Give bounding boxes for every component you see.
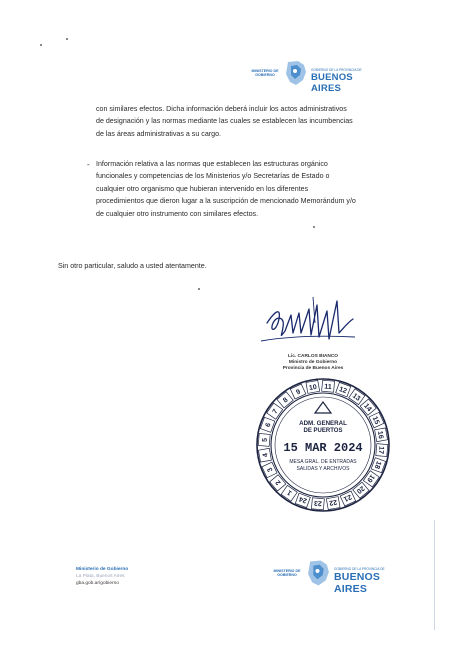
- stamp-hour: [311, 498, 324, 510]
- stamp-hour: [375, 428, 388, 442]
- scan-speck: [313, 226, 315, 228]
- header-ministry-line1: MINISTERIO DE: [251, 69, 279, 73]
- list-bullet: -: [87, 160, 90, 169]
- stamp-date: 15 MAR 2024: [283, 441, 363, 455]
- stamp-hour-label: 14: [362, 402, 373, 414]
- stamp-hour: [353, 482, 369, 498]
- scan-speck: [198, 288, 200, 290]
- closing-text: Sin otro particular, saludo a usted atentamente.: [58, 262, 207, 270]
- stamp-hour-label: 7: [271, 408, 280, 416]
- footer-gob-label: GOBIERNO DE LA PROVINCIA DE: [334, 567, 385, 571]
- stamp-hour: [326, 497, 340, 510]
- stamp-hour-label: 2: [274, 478, 283, 486]
- footer-ministry: Ministerio de Gobierno: [76, 567, 129, 572]
- stamp-hour-label: 15: [370, 415, 381, 426]
- scan-speck: [40, 44, 42, 46]
- footer-brand: BUENOS AIRES: [334, 571, 381, 595]
- triangle-icon: [315, 402, 331, 413]
- stamp-hour: [258, 448, 271, 462]
- footer-address: La Plata, Buenos Aires: [76, 574, 125, 579]
- signatory-province: Provincia de Buenos Aires: [282, 365, 344, 371]
- footer-ministry-line1: MINISTERIO DE: [273, 569, 301, 573]
- stamp-hour-label: 6: [264, 422, 273, 429]
- scan-edge-line: [434, 520, 435, 630]
- stamp-hour-label: 22: [328, 497, 338, 507]
- stamp-hour-label: 18: [372, 459, 382, 470]
- stamp-hour: [376, 444, 388, 457]
- province-map-icon: [306, 559, 331, 587]
- header-gob-label: GOBIERNO DE LA PROVINCIA DE: [311, 68, 362, 72]
- stamp-office-line1: ADM. GENERAL: [299, 420, 347, 427]
- province-map-icon: [284, 60, 308, 86]
- header-ministry-label: [250, 69, 280, 77]
- paragraph-2-line: funcionales y competencias de los Ministerios y/o Secretarías de Estado o: [96, 172, 330, 181]
- paragraph-2: [96, 158, 401, 220]
- stamp-hour-label: 20: [354, 484, 366, 495]
- stamp-hour-label: 10: [308, 383, 318, 393]
- stamp-hour-label: 19: [365, 472, 376, 484]
- stamp-hour-label: 5: [261, 437, 269, 443]
- stamp-hour-label: 23: [313, 498, 323, 507]
- stamp-hour-label: 24: [298, 494, 309, 504]
- stamp-hour-label: 16: [375, 430, 385, 440]
- stamp-hour: [322, 380, 335, 392]
- footer-website: gba.gob.ar/gobierno: [76, 581, 119, 586]
- footer-ministry-label: [272, 569, 302, 577]
- stamp-hour-label: 13: [350, 392, 362, 403]
- receipt-stamp: [250, 376, 397, 514]
- paragraph-1: [96, 103, 401, 140]
- paragraph-1-line: de las áreas administrativas a su cargo.: [96, 129, 221, 138]
- header-logo: [250, 60, 385, 94]
- stamp-office-line2: DE PUERTOS: [303, 428, 343, 434]
- footer-contact: [76, 566, 128, 587]
- paragraph-2-line: procedimientos que dieron lugar a la suscripción de mencionado Memorándum y/o: [96, 197, 356, 206]
- paragraph-2-line: de cualquier otro instrumento con similares efectos.: [96, 209, 259, 218]
- stamp-hour-label: 12: [337, 386, 348, 396]
- stamp-hour-label: 11: [324, 383, 332, 392]
- paragraph-2-line: cualquier otro organismo que hubieran intervenido en los diferentes: [96, 184, 309, 193]
- paragraph-1-line: con similares efectos. Dicha información deberá incluir los actos administrativos: [96, 105, 347, 113]
- scan-speck: [66, 38, 68, 40]
- stamp-hour-label: 1: [286, 488, 294, 497]
- stamp-hour-label: 9: [295, 388, 302, 397]
- stamp-desk-line1: MESA GRAL. DE ENTRADAS: [289, 459, 357, 465]
- stamp-desk-line2: SALIDAS Y ARCHIVOS: [296, 466, 350, 472]
- stamp-hour-label: 17: [376, 445, 385, 455]
- handwritten-signature: [255, 293, 365, 351]
- stamp-hour: [258, 433, 270, 446]
- footer-ministry-line2: GOBIERNO: [277, 573, 297, 577]
- paragraph-2-line: Información relativa a las normas que establecen las estructuras orgánico: [96, 160, 328, 168]
- stamp-hour-label: 3: [266, 466, 275, 473]
- header-brand: BUENOS AIRES: [311, 72, 353, 94]
- stamp-hour-label: 4: [262, 452, 270, 458]
- footer-logo: [272, 559, 412, 595]
- signatory-role: Ministro de Gobierno: [288, 359, 338, 365]
- paragraph-1-line: de designación y las normas mediante las cuales se establecen las incumbencias: [96, 117, 353, 126]
- stamp-hour: [277, 392, 293, 408]
- header-ministry-line2: GOBIERNO: [255, 73, 275, 77]
- stamp-hour: [306, 380, 320, 393]
- signature-block: [268, 354, 358, 371]
- signatory-name: Lic. CARLOS BIANCO: [287, 354, 339, 359]
- stamp-hour: [360, 399, 376, 415]
- stamp-hour-label: 21: [342, 492, 353, 503]
- stamp-hour-label: 8: [282, 396, 290, 405]
- stamp-hour: [270, 475, 286, 491]
